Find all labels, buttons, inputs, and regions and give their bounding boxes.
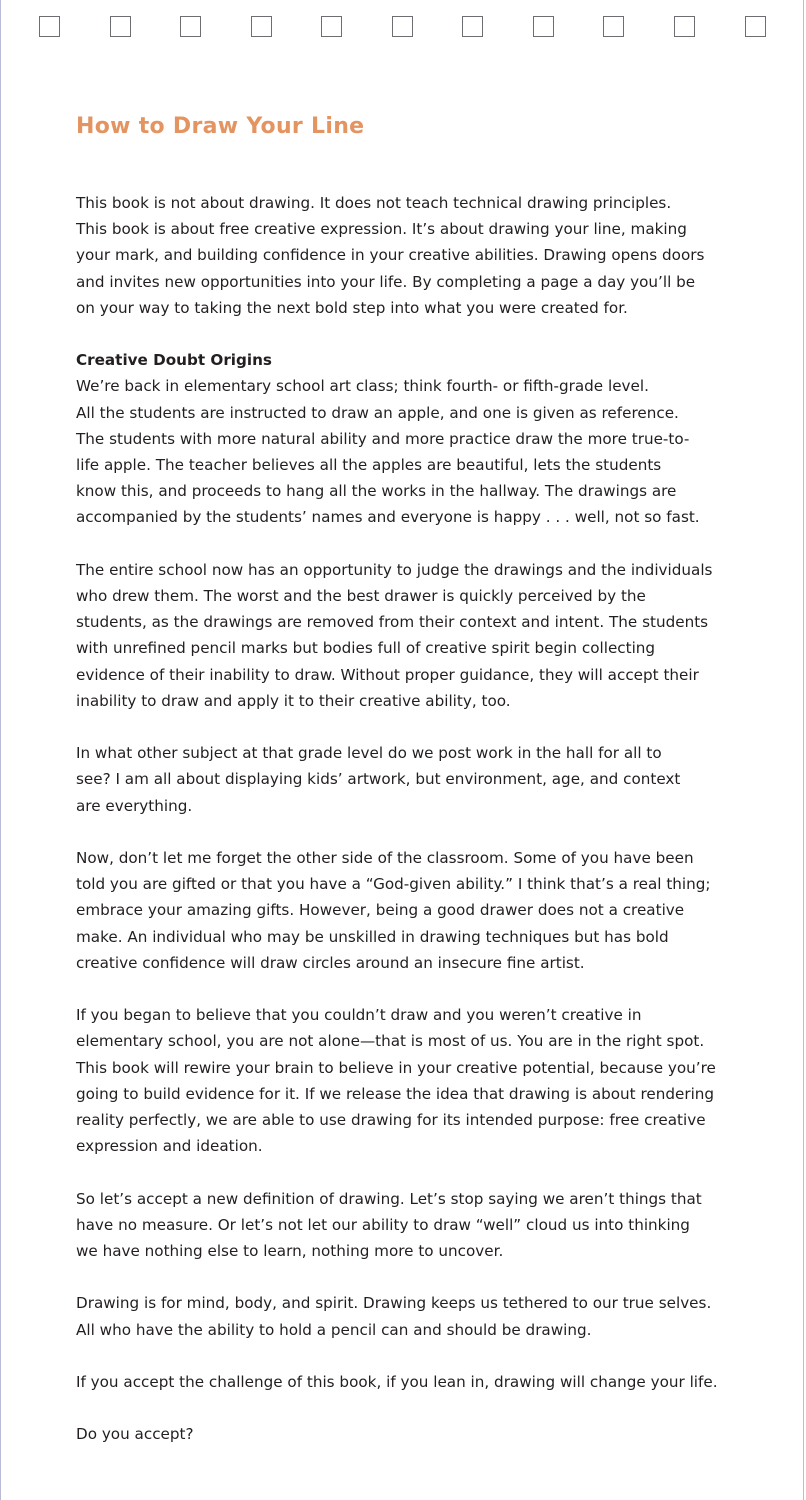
text-line: going to build evidence for it. If we release the idea that drawing is about rendering bbox=[76, 1084, 715, 1103]
paragraph-new-definition bbox=[76, 1186, 746, 1265]
paragraph-question bbox=[76, 1421, 746, 1447]
paragraph-gifted bbox=[76, 845, 746, 976]
binding-hole bbox=[180, 16, 201, 37]
body-text bbox=[76, 190, 746, 1474]
text-line: on your way to taking the next bold step into what you were created for. bbox=[76, 298, 628, 317]
text-line: evidence of their inability to draw. Without proper guidance, they will accept their bbox=[76, 665, 699, 684]
text-line: Now, don’t let me forget the other side of the classroom. Some of you have been bbox=[76, 849, 694, 868]
text-line: inability to draw and apply it to their creative ability, too. bbox=[76, 691, 511, 710]
binding-hole bbox=[674, 16, 695, 37]
text-line: If you accept the challenge of this book, if you lean in, drawing will change your life. bbox=[76, 1373, 718, 1392]
text-line: reality perfectly, we are able to use drawing for its intended purpose: free creative bbox=[76, 1111, 706, 1130]
paragraph-mind-body-spirit bbox=[76, 1290, 746, 1342]
text-line: know this, and proceeds to hang all the works in the hallway. The drawings are bbox=[76, 482, 677, 501]
text-line: life apple. The teacher believes all the apples are beautiful, lets the students bbox=[76, 456, 662, 475]
text-line: The entire school now has an opportunity to judge the drawings and the individuals bbox=[76, 560, 713, 579]
paragraph-intro bbox=[76, 190, 746, 321]
text-line: The students with more natural ability and more practice draw the more true-to- bbox=[76, 429, 690, 448]
paragraph-challenge bbox=[76, 1369, 746, 1395]
binding-hole bbox=[533, 16, 554, 37]
binding-hole bbox=[251, 16, 272, 37]
text-line: If you began to believe that you couldn’t draw and you weren’t creative in bbox=[76, 1006, 642, 1025]
text-line: accompanied by the students’ names and everyone is happy . . . well, not so fast. bbox=[76, 508, 700, 527]
text-line: Do you accept? bbox=[76, 1425, 194, 1444]
text-line: see? I am all about displaying kids’ artwork, but environment, age, and context bbox=[76, 770, 681, 789]
text-line: embrace your amazing gifts. However, being a good drawer does not a creative bbox=[76, 901, 685, 920]
page-title: How to Draw Your Line bbox=[76, 114, 365, 139]
text-line: are everything. bbox=[76, 796, 193, 815]
text-line: we have nothing else to learn, nothing more to uncover. bbox=[76, 1242, 504, 1261]
text-line: with unrefined pencil marks but bodies full of creative spirit begin collecting bbox=[76, 639, 656, 658]
binding-hole bbox=[110, 16, 131, 37]
text-line: All the students are instructed to draw an apple, and one is given as reference. bbox=[76, 403, 679, 422]
text-line: So let’s accept a new definition of drawing. Let’s stop saying we aren’t things that bbox=[76, 1189, 702, 1208]
text-line: creative confidence will draw circles around an insecure fine artist. bbox=[76, 953, 585, 972]
text-line: Drawing is for mind, body, and spirit. Drawing keeps us tethered to our true selves. bbox=[76, 1294, 712, 1313]
paragraph-creative-doubt bbox=[76, 347, 746, 530]
binding-hole bbox=[39, 16, 60, 37]
section-subheading: Creative Doubt Origins bbox=[76, 351, 272, 370]
text-line: your mark, and building confidence in your creative abilities. Drawing opens doors bbox=[76, 246, 705, 265]
binding-hole bbox=[462, 16, 483, 37]
text-line: This book will rewire your brain to believe in your creative potential, because you’re bbox=[76, 1058, 716, 1077]
text-line: told you are gifted or that you have a “God-given ability.” I think that’s a real thing; bbox=[76, 875, 711, 894]
text-line: who drew them. The worst and the best drawer is quickly perceived by the bbox=[76, 587, 646, 606]
text-line: expression and ideation. bbox=[76, 1137, 263, 1156]
text-line: elementary school, you are not alone—that is most of us. You are in the right spot. bbox=[76, 1032, 705, 1051]
text-line: and invites new opportunities into your life. By completing a page a day you’ll be bbox=[76, 272, 696, 291]
binding-hole bbox=[392, 16, 413, 37]
text-line: In what other subject at that grade level do we post work in the hall for all to bbox=[76, 744, 662, 763]
text-line: have no measure. Or let’s not let our ability to draw “well” cloud us into thinking bbox=[76, 1215, 690, 1234]
text-line: This book is not about drawing. It does not teach technical drawing principles. bbox=[76, 194, 672, 212]
binding-hole bbox=[745, 16, 766, 37]
binding-hole bbox=[321, 16, 342, 37]
text-line: All who have the ability to hold a pencil can and should be drawing. bbox=[76, 1320, 592, 1339]
binding-holes bbox=[29, 16, 777, 40]
text-line: We’re back in elementary school art class; think fourth- or fifth-grade level. bbox=[76, 377, 649, 396]
text-line: students, as the drawings are removed from their context and intent. The students bbox=[76, 613, 709, 632]
text-line: make. An individual who may be unskilled in drawing techniques but has bold bbox=[76, 927, 669, 946]
paragraph-grade-level bbox=[76, 740, 746, 819]
binding-hole bbox=[603, 16, 624, 37]
text-line: This book is about free creative expression. It’s about drawing your line, making bbox=[76, 220, 687, 239]
paragraph-judging bbox=[76, 557, 746, 714]
paragraph-not-alone bbox=[76, 1002, 746, 1159]
